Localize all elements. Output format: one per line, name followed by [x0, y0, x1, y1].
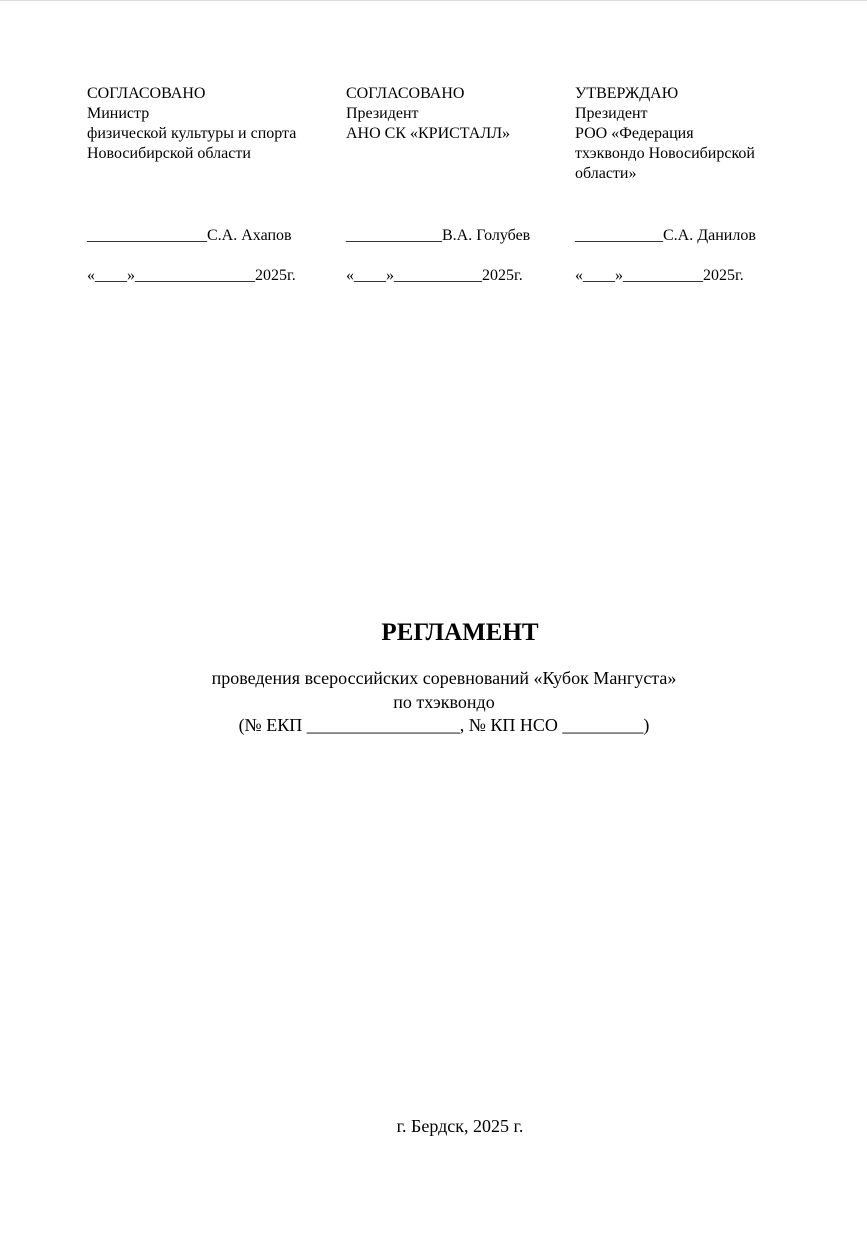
- place-and-year: г. Бердск, 2025 г.: [396, 1116, 524, 1136]
- signature-line-minister: _______________С.А. Ахапов: [87, 227, 292, 244]
- approval-line: тхэквондо Новосибирской: [575, 145, 755, 162]
- approval-line: АНО СК «КРИСТАЛЛ»: [346, 125, 511, 142]
- document-title: РЕГЛАМЕНТ: [381, 619, 539, 646]
- approval-line: Президент: [346, 105, 419, 122]
- document-subtitle-sport: по тхэквондо: [393, 692, 495, 712]
- signature-line-crystal: ____________В.А. Голубев: [346, 227, 531, 244]
- signature-line-federation: ___________С.А. Данилов: [575, 227, 756, 244]
- date-line-crystal: «____»___________2025г.: [346, 267, 523, 284]
- approval-heading: СОГЛАСОВАНО: [87, 85, 206, 102]
- date-line-minister: «____»_______________2025г.: [87, 267, 296, 284]
- page-top-border: [0, 0, 867, 1]
- approval-block-federation: [575, 84, 785, 184]
- approval-line: Министр: [87, 105, 150, 122]
- document-subtitle: проведения всероссийских соревнований «Кубок Мангуста»: [211, 668, 677, 688]
- approval-heading: УТВЕРЖДАЮ: [575, 85, 679, 102]
- date-line-federation: «____»__________2025г.: [575, 267, 744, 284]
- approval-line: области»: [575, 165, 637, 182]
- approval-line: РОО «Федерация: [575, 125, 694, 142]
- approval-block-minister: [87, 84, 332, 164]
- approval-line: физической культуры и спорта: [87, 125, 297, 142]
- document-registry-numbers: (№ ЕКП _________________, № КП НСО _________): [238, 715, 650, 735]
- approval-line: Президент: [575, 105, 648, 122]
- approval-heading: СОГЛАСОВАНО: [346, 85, 465, 102]
- approval-line: Новосибирской области: [87, 145, 251, 162]
- approval-block-crystal: [346, 84, 561, 144]
